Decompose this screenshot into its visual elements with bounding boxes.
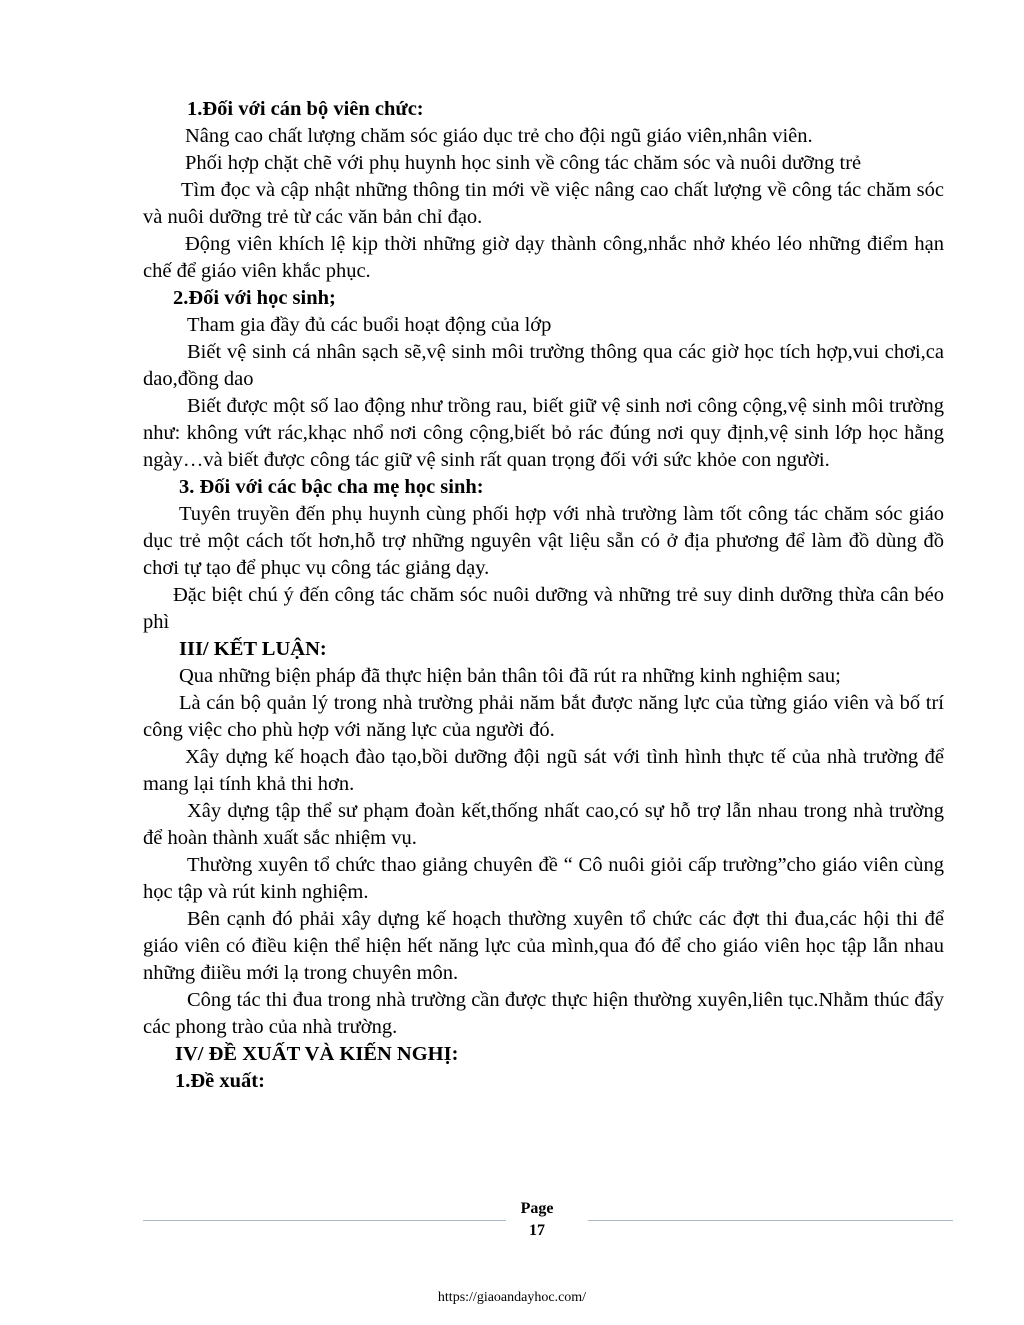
paragraph: Xây dựng kế hoạch đào tạo,bồi dưỡng đội ngũ sát với tình hình thực tế của nhà trường để mang lại tính khả thi hơn. bbox=[143, 746, 944, 795]
paragraph: Tham gia đầy đủ các buổi hoạt động của lớp bbox=[187, 314, 552, 336]
paragraph: Tìm đọc và cập nhật những thông tin mới về việc nâng cao chất lượng về công tác chăm sóc và nuôi dưỡng trẻ từ các văn bản chỉ đạo. bbox=[143, 179, 944, 228]
paragraph: Động viên khích lệ kịp thời những giờ dạy thành công,nhắc nhở khéo léo những điểm hạn chế để giáo viên khắc phục. bbox=[143, 233, 944, 282]
paragraph: Xây dựng tập thể sư phạm đoàn kết,thống nhất cao,có sự hỗ trợ lẫn nhau trong nhà trường để hoàn thành xuất sắc nhiệm vụ. bbox=[143, 800, 944, 849]
page-number: 17 bbox=[529, 1222, 545, 1239]
paragraph: Bên cạnh đó phải xây dựng kế hoạch thường xuyên tổ chức các đợt thi đua,các hội thi để giáo viên có điều kiện thể hiện hết năng lực của mình,qua đó để cho giáo viên học tập lẫn nhau những điiều mới lạ trong chuyên môn. bbox=[143, 908, 944, 984]
source-url: https://giaoandayhoc.com/ bbox=[437, 1290, 587, 1305]
document-body bbox=[143, 96, 944, 1095]
paragraph: Qua những biện pháp đã thực hiện bản thân tôi đã rút ra những kinh nghiệm sau; bbox=[179, 665, 841, 687]
paragraph: Là cán bộ quản lý trong nhà trường phải năm bắt được năng lực của từng giáo viên và bố trí công việc cho phù hợp với năng lực của người đó. bbox=[143, 692, 944, 741]
heading-de-xuat: 1.Đề xuất: bbox=[175, 1070, 265, 1092]
paragraph: Biết được một số lao động như trồng rau, biết giữ vệ sinh nơi công cộng,vệ sinh môi trường như: không vứt rác,khạc nhổ nơi công cộng,biết bỏ rác đúng nơi quy định,vệ sinh lớp học hằng ngày…và biết được công tác giữ vệ sinh rất quan trọng đối với sức khỏe con người. bbox=[143, 395, 944, 471]
footer-divider-left bbox=[143, 1220, 506, 1221]
paragraph: Thường xuyên tổ chức thao giảng chuyên đề “ Cô nuôi giỏi cấp trường”cho giáo viên cùng học tập và rút kinh nghiệm. bbox=[143, 854, 944, 903]
paragraph: Công tác thi đua trong nhà trường cần được thực hiện thường xuyên,liên tục.Nhằm thúc đẩy các phong trào của nhà trường. bbox=[143, 989, 944, 1038]
paragraph: Phối hợp chặt chẽ với phụ huynh học sinh về công tác chăm sóc và nuôi dưỡng trẻ bbox=[185, 152, 862, 174]
footer-divider-right bbox=[588, 1220, 953, 1221]
heading-ket-luan: III/ KẾT LUẬN: bbox=[179, 638, 327, 660]
heading-cha-me: 3. Đối với các bậc cha mẹ học sinh: bbox=[179, 476, 484, 498]
paragraph: Biết vệ sinh cá nhân sạch sẽ,vệ sinh môi trường thông qua các giờ học tích hợp,vui chơi,ca dao,đồng dao bbox=[143, 341, 944, 390]
paragraph: Đặc biệt chú ý đến công tác chăm sóc nuôi dưỡng và những trẻ suy dinh dưỡng thừa cân béo phì bbox=[143, 584, 944, 633]
page-label: Page bbox=[520, 1200, 554, 1217]
paragraph: Nâng cao chất lượng chăm sóc giáo dục trẻ cho đội ngũ giáo viên,nhân viên. bbox=[185, 125, 813, 147]
page-number-block bbox=[510, 1198, 564, 1242]
heading-can-bo: 1.Đối với cán bộ viên chức: bbox=[187, 98, 424, 120]
heading-de-xuat-kien-nghi: IV/ ĐỀ XUẤT VÀ KIẾN NGHỊ: bbox=[175, 1043, 459, 1065]
heading-hoc-sinh: 2.Đối với học sinh; bbox=[173, 287, 336, 309]
paragraph: Tuyên truyền đến phụ huynh cùng phối hợp với nhà trường làm tốt công tác chăm sóc giáo dục trẻ một cách tốt hơn,hỗ trợ những nguyên vật liệu sẵn có ở địa phương để làm đồ dùng đồ chơi tự tạo để phục vụ công tác giảng dạy. bbox=[143, 503, 944, 579]
